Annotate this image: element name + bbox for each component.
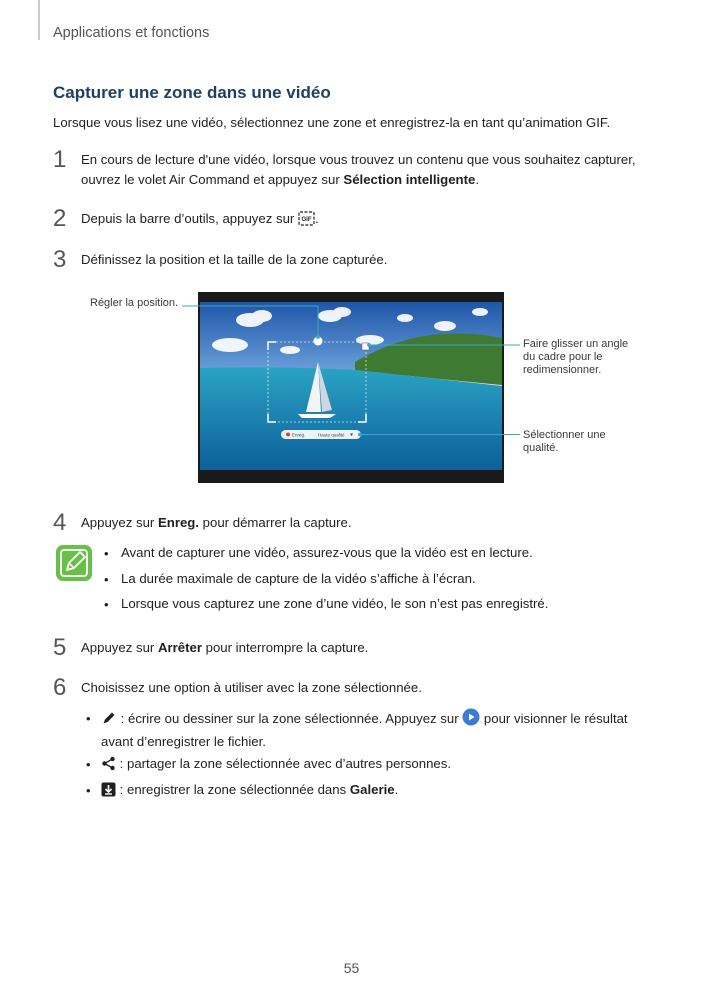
step-4-a: Appuyez sur xyxy=(81,515,158,530)
step-3-number: 3 xyxy=(53,246,67,273)
note-bullet-2: • xyxy=(104,572,109,587)
callout-corner xyxy=(523,338,628,377)
step-3-text: Définissez la position et la taille de la zone capturée. xyxy=(81,252,388,267)
step-1-line2a: ouvrez le volet Air Command et appuyez sur xyxy=(81,172,344,187)
callout-quality-line1: Sélectionner une xyxy=(523,429,606,441)
callout-corner-line2: du cadre pour le xyxy=(523,351,603,363)
option-bullet-draw: • xyxy=(86,711,91,726)
header-section: Applications et fonctions xyxy=(53,25,210,41)
note-bullet-3: • xyxy=(104,597,109,612)
option-draw-b: pour visionner le résultat xyxy=(480,711,628,726)
step-6-text: Choisissez une option à utiliser avec la zone sélectionnée. xyxy=(81,680,422,695)
option-draw-c: avant d’enregistrer le fichier. xyxy=(101,734,266,749)
option-draw xyxy=(101,708,661,752)
callout-corner-line1: Faire glisser un angle xyxy=(523,338,629,350)
step-1-line1: En cours de lecture d'une vidéo, lorsque vous trouvez un contenu que vous souhaitez capturer, xyxy=(81,152,636,167)
step-1-line2c: . xyxy=(475,172,479,187)
record-dot-icon[interactable] xyxy=(286,433,290,437)
option-save-c: . xyxy=(394,782,399,797)
note-bullet-1: • xyxy=(104,546,109,561)
page-title: Capturer une zone dans une vidéo xyxy=(53,83,331,102)
pen-icon xyxy=(101,710,117,732)
callout-quality xyxy=(523,429,606,455)
step-2-number: 2 xyxy=(53,205,67,232)
step-5-number: 5 xyxy=(53,634,67,661)
video-sea xyxy=(200,367,502,470)
note-icon xyxy=(55,544,93,582)
step-6-number: 6 xyxy=(53,674,67,701)
step-1-keyword: Sélection intelligente xyxy=(343,172,476,187)
step-5-c: pour interrompre la capture. xyxy=(201,640,369,655)
step-2-text-a: Depuis la barre d’outils, appuyez sur xyxy=(81,211,298,226)
step-5-keyword: Arrêter xyxy=(157,640,202,655)
option-save xyxy=(101,780,398,803)
callout-position: Régler la position. xyxy=(90,297,179,309)
play-icon xyxy=(462,708,480,732)
step-4-number: 4 xyxy=(53,509,67,536)
option-save-keyword: Galerie xyxy=(349,782,395,797)
step-2-text-end: . xyxy=(314,211,319,226)
step-4-text xyxy=(81,513,651,533)
option-bullet-share: • xyxy=(86,757,91,772)
note-2: La durée maximale de capture de la vidéo s’affiche à l’écran. xyxy=(121,571,476,586)
callout-corner-line3: redimensionner. xyxy=(523,364,602,376)
step-2-text xyxy=(81,209,651,232)
option-bullet-save: • xyxy=(86,783,91,798)
record-label[interactable]: Enreg. xyxy=(292,432,306,438)
intro-text: Lorsque vous lisez une vidéo, sélectionnez une zone et enregistrez-la en tant qu’animation GIF. xyxy=(53,115,611,130)
gif-icon-label: GIF xyxy=(301,217,312,223)
header-rule xyxy=(38,0,40,40)
quality-label[interactable]: Haute qualité xyxy=(318,432,345,438)
note-3: Lorsque vous capturez une zone d’une vidéo, le son n’est pas enregistré. xyxy=(121,596,549,611)
step-5-text xyxy=(81,638,651,658)
step-4-c: pour démarrer la capture. xyxy=(199,515,352,530)
step-4-keyword: Enreg. xyxy=(157,515,200,530)
step-1-number: 1 xyxy=(53,146,67,173)
video-screenshot-figure xyxy=(180,290,520,485)
option-share-a: : partager la zone sélectionnée avec d’autres personnes. xyxy=(116,756,452,771)
step-1-text xyxy=(81,150,651,190)
option-draw-a: : écrire ou dessiner sur la zone sélectionnée. Appuyez sur xyxy=(117,711,463,726)
note-1: Avant de capturer une vidéo, assurez-vous que la vidéo est en lecture. xyxy=(121,545,533,560)
download-icon xyxy=(101,782,116,803)
option-save-a: : enregistrer la zone sélectionnée dans xyxy=(116,782,350,797)
page-number: 55 xyxy=(343,960,360,976)
share-icon xyxy=(101,756,116,777)
option-share xyxy=(101,754,451,777)
callout-quality-line2: qualité. xyxy=(523,442,559,454)
step-5-a: Appuyez sur xyxy=(81,640,158,655)
gif-icon xyxy=(298,211,315,232)
